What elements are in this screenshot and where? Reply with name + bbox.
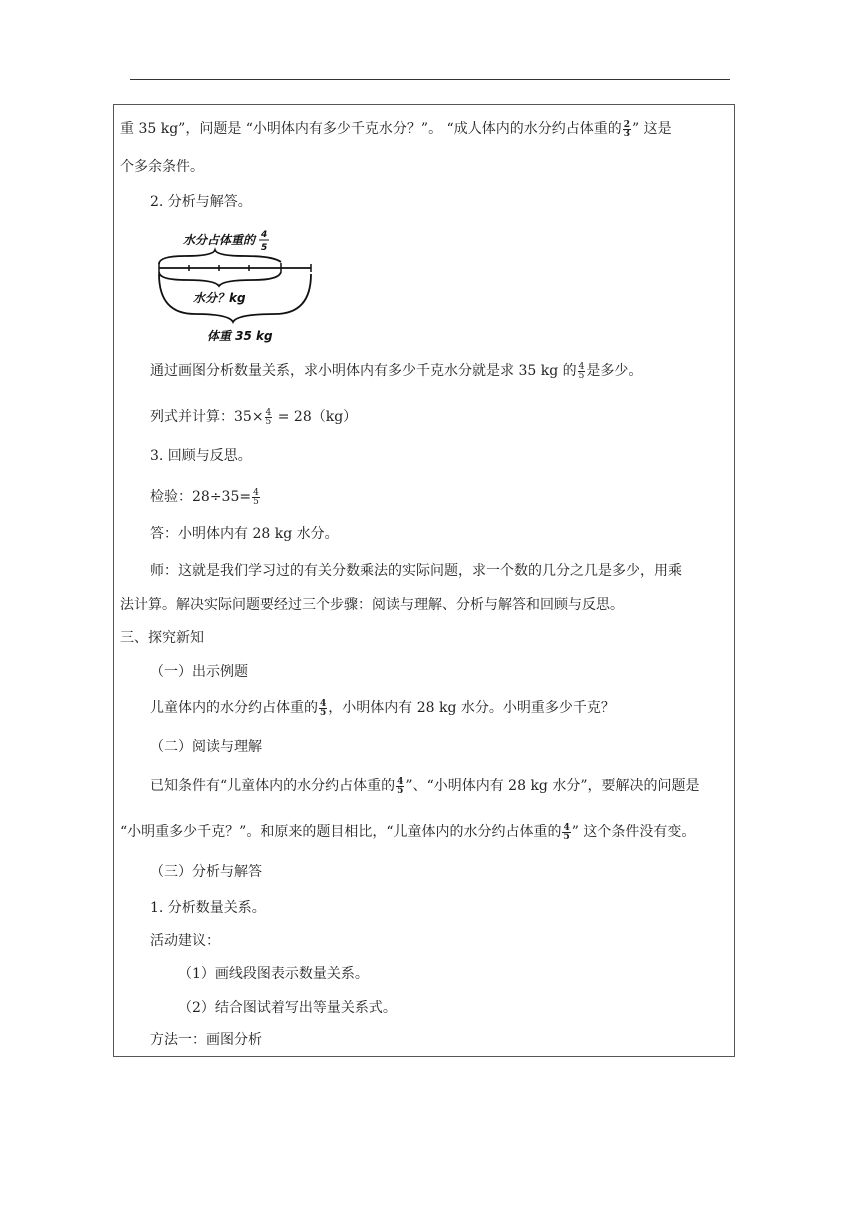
subsection-heading-3: （三）分析与解答 xyxy=(150,864,262,880)
bottom-label: 体重 35 kg xyxy=(207,329,273,343)
text-line-16: “小明重多少千克？”。和原来的题目相比，“儿童体内的水分约占体重的 $\frac{4}{5}$ ” 这个条件没有变。 xyxy=(120,822,696,842)
text-line-21: （2）结合图试着写出等量关系式。 xyxy=(178,1000,397,1016)
middle-brace xyxy=(159,272,281,286)
segment-line xyxy=(159,263,311,272)
text-line-3: 2. 分析与解答。 xyxy=(150,194,252,210)
fraction-4-5: $\frac{4}{5}$ xyxy=(265,407,272,427)
subsection-heading-1: （一）出示例题 xyxy=(150,664,248,680)
fraction-4-5: $\frac{4}{5}$ xyxy=(320,698,327,718)
subsection-heading-2: （二）阅读与理解 xyxy=(150,739,262,755)
svg-text:水分占体重的: 水分占体重的 xyxy=(183,233,256,247)
fraction-4-5: $\frac{4}{5}$ xyxy=(563,822,570,842)
text-line-6: 3. 回顾与反思。 xyxy=(150,448,252,464)
text-line-1: 重 35 kg”，问题是 “小明体内有多少千克水分？”。 “成人体内的水分约占体重的 $\frac{2}{3}$ ” 这是 xyxy=(120,119,672,139)
fraction-4-5: $\frac{4}{5}$ xyxy=(578,361,585,381)
text-line-9: 师：这就是我们学习过的有关分数乘法的实际问题，求一个数的几分之几是多少，用乘 xyxy=(150,563,682,579)
svg-text:4: 4 xyxy=(261,230,268,240)
text-line-4: 通过画图分析数量关系，求小明体内有多少千克水分就是求 35 kg 的 $\frac{4}{5}$ 是多少。 xyxy=(150,361,643,381)
text-line-5: 列式并计算：35× $\frac{4}{5}$ = 28（kg） xyxy=(150,407,358,427)
fraction-4-5: $\frac{4}{5}$ xyxy=(253,487,259,507)
text-line-8: 答：小明体内有 28 kg 水分。 xyxy=(150,526,339,542)
text-line-13: 儿童体内的水分约占体重的 $\frac{4}{5}$ ，小明体内有 28 kg 水分。小明重多少千克？ xyxy=(150,698,615,718)
text-line-10: 法计算。解决实际问题要经过三个步骤：阅读与理解、分析与解答和回顾与反思。 xyxy=(120,597,624,613)
section-heading: 三、探究新知 xyxy=(120,630,204,646)
svg-text:5: 5 xyxy=(261,243,268,253)
text-line-2: 个多余条件。 xyxy=(120,159,204,175)
header-rule xyxy=(130,79,730,80)
fraction-4-5: $\frac{4}{5}$ xyxy=(397,776,404,796)
text-line-7: 检验：28÷35= $\frac{4}{5}$ xyxy=(150,487,259,507)
middle-label: 水分？kg xyxy=(193,291,246,305)
text-line-15: 已知条件有“儿童体内的水分约占体重的 $\frac{4}{5}$ ”、“小明体内有 28 kg 水分”，要解决的问题是 xyxy=(150,776,700,796)
text-line-20: （1）画线段图表示数量关系。 xyxy=(178,966,369,982)
text-line-19: 活动建议： xyxy=(150,933,220,949)
top-label xyxy=(183,230,269,253)
line-segment-diagram-sketch xyxy=(155,226,320,348)
text-line-22: 方法一：画图分析 xyxy=(150,1032,262,1048)
fraction-2-3: $\frac{2}{3}$ xyxy=(623,119,630,139)
text-line-18: 1. 分析数量关系。 xyxy=(150,900,266,916)
